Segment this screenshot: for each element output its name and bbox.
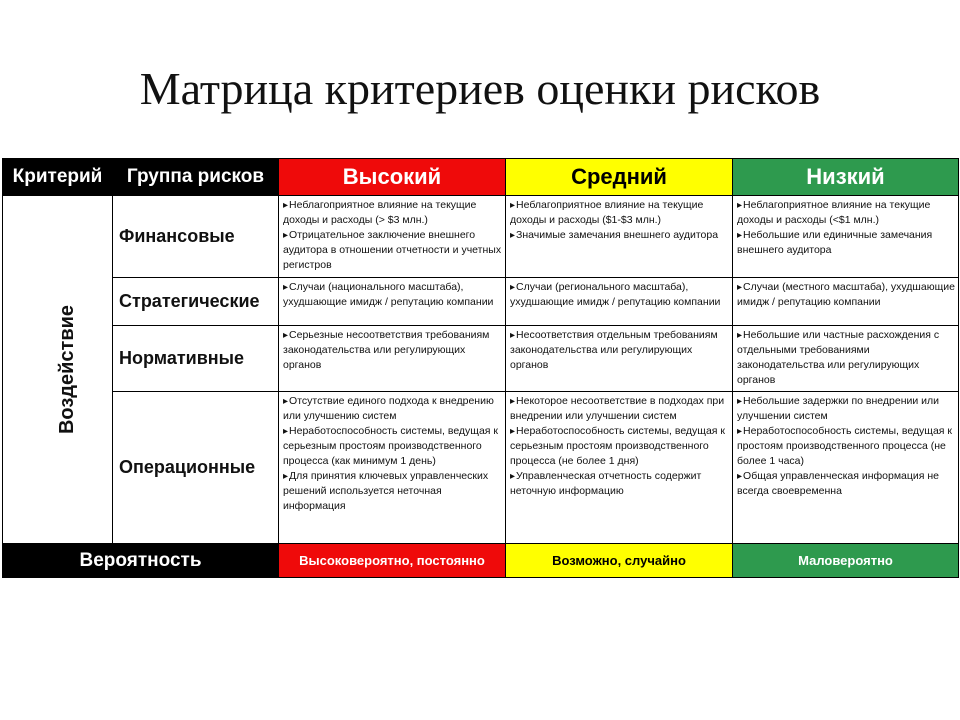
table-row: [3, 196, 959, 278]
criteria-cell-medium: [506, 392, 733, 544]
header-medium: Средний: [506, 159, 733, 196]
criteria-cell-high: [279, 326, 506, 392]
table-row: [3, 326, 959, 392]
criteria-item: ▸ Управленческая отчетность содержит неточную информацию: [510, 469, 729, 499]
criteria-item: ▸ Небольшие или частные расхождения с отдельными требованиями законодательства или регулирующих органов: [737, 328, 955, 388]
criteria-item: ▸ Небольшие или единичные замечания внешнего аудитора: [737, 228, 955, 258]
group-strategic: Стратегические: [113, 278, 279, 326]
footer-row: [3, 544, 959, 578]
criteria-item: ▸ Неработоспособность системы, ведущая к серьезным простоям производственного процесса (как минимум 1 день): [283, 424, 502, 469]
criteria-cell-high: [279, 196, 506, 278]
impact-label: Воздействие: [56, 304, 79, 435]
criteria-cell-medium: [506, 278, 733, 326]
table-row: [3, 392, 959, 544]
criteria-item: ▸ Небольшие задержки по внедрении или улучшении систем: [737, 394, 955, 424]
risk-matrix-table: [2, 158, 959, 578]
table-row: [3, 278, 959, 326]
header-row: [3, 159, 959, 196]
probability-label: Вероятность: [3, 544, 279, 578]
criteria-cell-low: [733, 196, 959, 278]
criteria-item: ▸ Серьезные несоответствия требованиям законодательства или регулирующих органов: [283, 328, 502, 373]
criteria-item: ▸ Несоответствия отдельным требованиям законодательства или регулирующих органов: [510, 328, 729, 373]
criteria-item: ▸ Неработоспособность системы, ведущая к серьезным простоям производственного процесса (не более 1 дня): [510, 424, 729, 469]
header-low: Низкий: [733, 159, 959, 196]
criteria-cell-medium: [506, 326, 733, 392]
criteria-item: ▸ Неблагоприятное влияние на текущие доходы и расходы (<$1 млн.): [737, 198, 955, 228]
criteria-item: ▸ Случаи (местного масштаба), ухудшающие имидж / репутацию компании: [737, 280, 955, 310]
criteria-item: ▸ Отрицательное заключение внешнего аудитора в отношении отчетности и учетных регистров: [283, 228, 502, 273]
criteria-cell-low: [733, 278, 959, 326]
criteria-cell-high: [279, 392, 506, 544]
probability-low: Маловероятно: [733, 544, 959, 578]
criteria-item: ▸ Неблагоприятное влияние на текущие доходы и расходы (> $3 млн.): [283, 198, 502, 228]
page-title: Матрица критериев оценки рисков: [139, 63, 821, 114]
header-high: Высокий: [279, 159, 506, 196]
criteria-item: ▸ Для принятия ключевых управленческих решений используется неточная информация: [283, 469, 502, 514]
criteria-cell-high: [279, 278, 506, 326]
group-regulatory: Нормативные: [113, 326, 279, 392]
criteria-item: ▸ Неблагоприятное влияние на текущие доходы и расходы ($1-$3 млн.): [510, 198, 729, 228]
criteria-item: ▸ Неработоспособность системы, ведущая к простоям производственного процесса (не более 1 часа): [737, 424, 955, 469]
header-risk-group: Группа рисков: [113, 159, 279, 196]
criteria-cell-low: [733, 392, 959, 544]
criteria-item: ▸ Общая управленческая информация не всегда своевременна: [737, 469, 955, 499]
criteria-item: ▸ Случаи (регионального масштаба), ухудшающие имидж / репутацию компании: [510, 280, 729, 310]
criteria-item: ▸ Случаи (национального масштаба), ухудшающие имидж / репутацию компании: [283, 280, 502, 310]
criteria-item: ▸ Значимые замечания внешнего аудитора: [510, 228, 729, 243]
criteria-item: ▸ Отсутствие единого подхода к внедрению или улучшению систем: [283, 394, 502, 424]
group-operational: Операционные: [113, 392, 279, 544]
criteria-cell-medium: [506, 196, 733, 278]
criteria-cell-low: [733, 326, 959, 392]
probability-medium: Возможно, случайно: [506, 544, 733, 578]
header-criterion: Критерий: [3, 159, 113, 196]
impact-cell: [3, 196, 113, 544]
criteria-item: ▸ Некоторое несоответствие в подходах при внедрении или улучшении систем: [510, 394, 729, 424]
group-financial: Финансовые: [113, 196, 279, 278]
probability-high: Высоковероятно, постоянно: [279, 544, 506, 578]
